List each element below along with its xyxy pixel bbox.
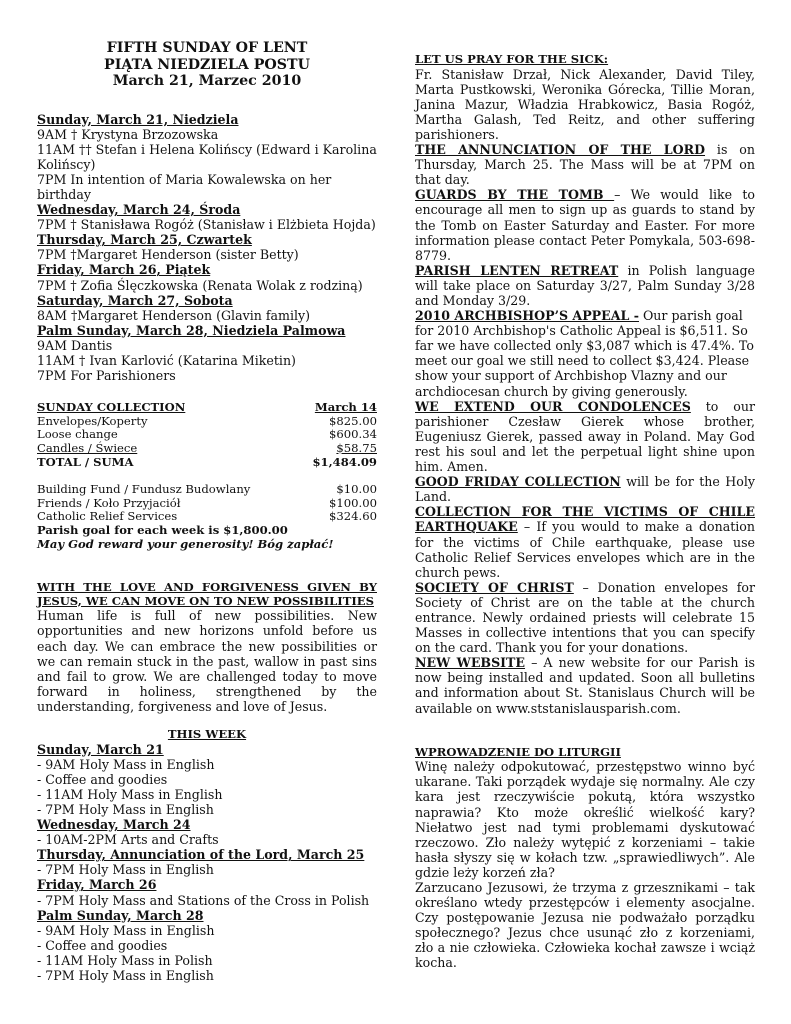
mass-day: Saturday, March 27, Sobota — [37, 292, 233, 308]
mass-day: Friday, March 26, Piątek — [37, 262, 211, 278]
week-day: Palm Sunday, March 28 — [37, 907, 204, 923]
week-item: - 9AM Holy Mass in English — [37, 756, 215, 772]
parish-goal: Parish goal for each week is $1,800.00 — [37, 522, 288, 537]
collection-total-label: TOTAL / SUMA — [37, 454, 134, 469]
collection-row-amount: $100.00 — [329, 495, 377, 510]
mass-day: Sunday, March 21, Niedziela — [37, 111, 239, 127]
liturgy-heading: WPROWADZENIE DO LITURGII — [415, 744, 621, 759]
condolences-heading: WE EXTEND OUR CONDOLENCES — [415, 398, 691, 414]
guards-notice — [415, 187, 755, 262]
mass-entry: 9AM † Krystyna Brzozowska — [37, 126, 219, 142]
chile-heading: COLLECTION FOR THE VICTIMS OF CHILE EARTHQUAKE — [415, 504, 755, 535]
mass-day: Thursday, March 25, Czwartek — [37, 232, 252, 248]
mass-entry: 8AM †Margaret Henderson (Glavin family) — [37, 307, 311, 323]
condolences-notice — [415, 399, 755, 474]
week-day: Wednesday, March 24 — [37, 817, 191, 833]
guards-body: – We would like to encourage all men to sign up as guards to stand by the Tomb on Easter Saturday and Easter. For more information please contact Peter Pomykala, 503-698-8779. — [415, 187, 755, 263]
society-body: – Donation envelopes for Society of Christ are on the table at the church entrance. Newly ordained priests will celebrate 15 Masses in collective intentions that you can specify on the card. Thank you for your donations. — [415, 579, 756, 656]
goodfriday-heading: GOOD FRIDAY COLLECTION — [415, 474, 621, 490]
collection-row-amount: $600.34 — [329, 427, 377, 442]
generosity-thanks: May God reward your generosity! Bóg zapłać! — [37, 536, 334, 551]
annunciation-heading: THE ANNUNCIATION OF THE LORD — [415, 142, 706, 158]
chile-notice — [415, 504, 755, 579]
this-week-heading: THIS WEEK — [167, 726, 247, 741]
collection-total-amount: $1,484.09 — [312, 454, 377, 469]
right-column — [415, 53, 755, 971]
appeal-body: Our parish goal for 2010 Archbishop's Catholic Appeal is $6,511. So far we have collected only $3,087 which is 47.4%. To meet our goal we still need to collect $3,424. Please show your support of Archbishop Vlazny and our archdiocesan church by giving generously. — [415, 308, 754, 399]
mass-day: Palm Sunday, March 28, Niedziela Palmowa — [37, 322, 346, 338]
week-item: - 7PM Holy Mass in English — [37, 862, 214, 878]
condolences-body: to our parishioner Czesław Gierek whose brother, Eugeniusz Gierek, passed away in Poland. May God rest his soul and let the perpetual light shine upon him. Amen. — [415, 398, 755, 475]
week-item: - 7PM Holy Mass and Stations of the Cross in Polish — [37, 892, 370, 908]
mass-day: Wednesday, March 24, Środa — [37, 202, 241, 218]
love-body: Human life is full of new possibilities. New opportunities and new horizons unfold before us each day. We can embrace the new possibilities or we can remain stuck in the past, wallow in past sins and fail to grow. We are challenged today to move forward in holiness, strengthened by the understanding, forgiveness and love of Jesus. — [37, 608, 377, 714]
annunciation-body: is on Thursday, March 25. The Mass will be at 7PM on that day. — [415, 142, 755, 188]
liturgy-paragraph-1: Winę należy odpokutować, przestępstwo winno być ukarane. Taki porządek wydaje się normalny. Ale czy kara jest rzeczywiście pokutą, która wszystko naprawia? Kto może określić wielkość kary? Niełatwo jest nad tymi problemami dyskutować rzeczowo. Zło należy wytępić z korzeniami – takie hasła słyszy się w kołach tzw. „sprawiedliwych”. Ale gdzie leży korzeń zła? — [415, 759, 755, 880]
left-column — [37, 40, 377, 983]
week-day: Sunday, March 21 — [37, 741, 164, 757]
collection-table — [37, 401, 377, 524]
love-section — [37, 581, 377, 714]
week-item: - 9AM Holy Mass in English — [37, 922, 215, 938]
week-item: - 7PM Holy Mass in English — [37, 801, 214, 817]
retreat-heading: PARISH LENTEN RETREAT — [415, 262, 619, 278]
appeal-notice — [415, 308, 755, 399]
week-item: - 10AM-2PM Arts and Crafts — [37, 832, 219, 848]
mass-entry: 7PM †Margaret Henderson (sister Betty) — [37, 247, 299, 263]
week-item: - 11AM Holy Mass in Polish — [37, 952, 213, 968]
collection-row-label: Catholic Relief Services — [37, 509, 178, 524]
mass-entry: 7PM † Stanisława Rogóż (Stanisław i Elżbieta Hojda) — [37, 217, 376, 233]
mass-entry: 7PM For Parishioners — [37, 368, 176, 384]
annunciation-notice — [415, 142, 755, 187]
week-item: - Coffee and goodies — [37, 771, 168, 787]
bulletin-title — [37, 40, 377, 90]
collection-row-amount: $58.75 — [336, 440, 377, 455]
mass-intentions — [37, 112, 377, 384]
society-notice — [415, 580, 755, 655]
week-day: Thursday, Annunciation of the Lord, March 25 — [37, 847, 365, 863]
goodfriday-notice — [415, 474, 755, 504]
mass-entry: 9AM Dantis — [37, 337, 113, 353]
title-line-3: March 21, Marzec 2010 — [112, 73, 302, 89]
week-item: - 7PM Holy Mass in English — [37, 967, 214, 983]
collection-row-label: Loose change — [37, 427, 118, 442]
retreat-notice — [415, 263, 755, 308]
website-notice — [415, 655, 755, 715]
collection-row-label: Friends / Koło Przyjaciół — [37, 495, 181, 510]
week-day: Friday, March 26 — [37, 877, 157, 893]
collection-header-label: SUNDAY COLLECTION — [37, 400, 186, 415]
appeal-heading: 2010 ARCHBISHOP’S APPEAL - — [415, 308, 639, 324]
retreat-body: in Polish language will take place on Saturday 3/27, Palm Sunday 3/28 and Monday 3/29. — [415, 262, 755, 308]
collection-row-label: Envelopes/Koperty — [37, 413, 148, 428]
chile-body: – If you would to make a donation for the victims of Chile earthquake, please use Catholic Relief Services envelopes which are in the church pews. — [415, 519, 755, 580]
love-heading: WITH THE LOVE AND FORGIVENESS GIVEN BY JESUS, WE CAN MOVE ON TO NEW POSSIBILITIES — [37, 580, 377, 608]
mass-entry: 11AM † Ivan Karlović (Katarina Miketin) — [37, 353, 296, 368]
mass-entry: 11AM †† Stefan i Helena Kolińscy (Edward i Karolina Kolińscy) — [37, 141, 377, 172]
sick-heading: LET US PRAY FOR THE SICK: — [415, 52, 609, 66]
mass-entry: 7PM † Zofia Ślęczkowska (Renata Wolak z rodziną) — [37, 277, 363, 293]
website-heading: NEW WEBSITE — [415, 655, 526, 671]
title-line-1: FIFTH SUNDAY OF LENT — [106, 40, 308, 56]
sick-body: Fr. Stanisław Drzał, Nick Alexander, David Tiley, Marta Pustkowski, Weronika Górecka, Tillie Moran, Janina Mazur, Władzia Hrabkowicz, Basia Rogóż, Martha Galash, Ted Reitz, and other suffering parishioners. — [415, 66, 755, 142]
collection-header-date: March 14 — [314, 400, 377, 415]
collection-section — [37, 401, 377, 551]
this-week-section — [37, 728, 377, 983]
goodfriday-body: will be for the Holy Land. — [415, 474, 756, 505]
title-line-2: PIĄTA NIEDZIELA POSTU — [104, 56, 310, 73]
collection-row-label: Candles / Świece — [37, 440, 138, 455]
society-heading: SOCIETY OF CHRIST — [415, 579, 574, 595]
mass-entry: 7PM In intention of Maria Kowalewska on her birthday — [37, 171, 332, 202]
collection-row-label: Building Fund / Fundusz Budowlany — [37, 482, 251, 497]
week-item: - Coffee and goodies — [37, 937, 168, 953]
week-item: - 11AM Holy Mass in English — [37, 786, 223, 802]
liturgy-paragraph-2: Zarzucano Jezusowi, że trzyma z grzesznikami – tak określano wtedy przestępców i elementy asocjalne. Czy postępowanie Jezusa nie podważało porządku społecznego? Jezus chce usunąć zło z korzeniami, zło a nie człowieka. Człowieka kochał zawsze i wciąż kocha. — [415, 879, 755, 971]
collection-row-amount: $10.00 — [336, 482, 377, 497]
collection-row-amount: $825.00 — [329, 413, 377, 428]
collection-row-amount: $324.60 — [329, 509, 377, 524]
guards-heading: GUARDS BY THE TOMB — [415, 187, 615, 203]
website-body: – A new website for our Parish is now being installed and updated. Soon all bulletins and information about St. Stanislaus Church will be available on www.ststanislausparish.com. — [415, 655, 755, 716]
